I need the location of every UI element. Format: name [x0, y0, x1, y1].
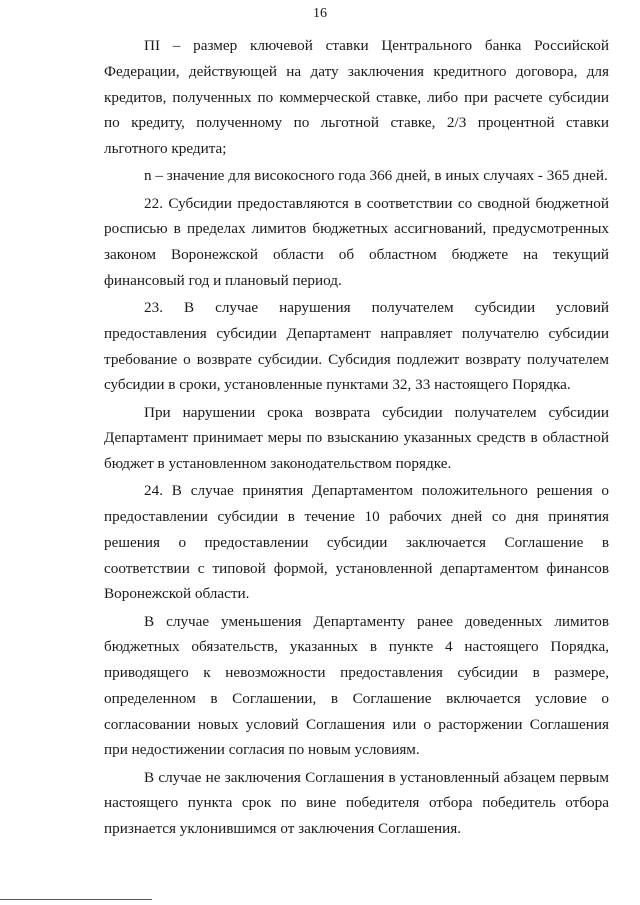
paragraph-return-violation: При нарушении срока возврата субсидии получателем субсидии Департамент принимает меры по взысканию указанных средств в областной бюджет в установленном законодательством порядке. — [104, 403, 609, 472]
paragraph-clause-24: 24. В случае принятия Департаментом положительного решения о предоставлении субсидии в течение 10 рабочих дней со дня принятия решения о предоставлении субсидии заключается Соглашение в соответствии с типовой формой, установленной департаментом финансов Воронежской области. — [104, 482, 609, 603]
paragraph-clause-22: 22. Субсидии предоставляются в соответствии со сводной бюджетной росписью в пределах лимитов бюджетных ассигнований, предусмотренных законом Воронежской области об областном бюджете на текущий финансовый год и плановый период. — [104, 194, 609, 289]
paragraph-key-rate-definition: ПI – размер ключевой ставки Центрального банка Российской Федерации, действующей на дату заключения кредитного договора, для кредитов, полученных по коммерческой ставке, либо при расчете субсидии по кредиту, полученному по льготной ставке, 2/3 процентной ставки льготного кредита; — [104, 37, 609, 157]
footnote-divider — [0, 899, 152, 900]
paragraph-days-in-year: n – значение для високосного года 366 дней, в иных случаях - 365 дней. — [144, 167, 608, 185]
paragraph-clause-23: 23. В случае нарушения получателем субсидии условий предоставления субсидии Департамент направляет получателю субсидии требование о возврате субсидии. Субсидия подлежит возврату получателем субсидии в сроки, установленные пунктами 32, 33 настоящего Порядка. — [104, 299, 609, 394]
page-number: 16 — [313, 6, 327, 21]
paragraph-limits-reduction: В случае уменьшения Департаменту ранее доведенных лимитов бюджетных обязательств, указанных в пункте 4 настоящего Порядка, приводящего к невозможности предоставления субсидии в размере, определенном в Соглашении, в Соглашение включается условие о согласовании новых условий Соглашения или о расторжении Соглашения при недостижении согласия по новым условиям. — [104, 612, 609, 759]
document-body — [104, 33, 609, 842]
paragraph-agreement-evasion: В случае не заключения Соглашения в установленный абзацем первым настоящего пункта срок по вине победителя отбора победитель отбора признается уклонившимся от заключения Соглашения. — [104, 768, 609, 837]
